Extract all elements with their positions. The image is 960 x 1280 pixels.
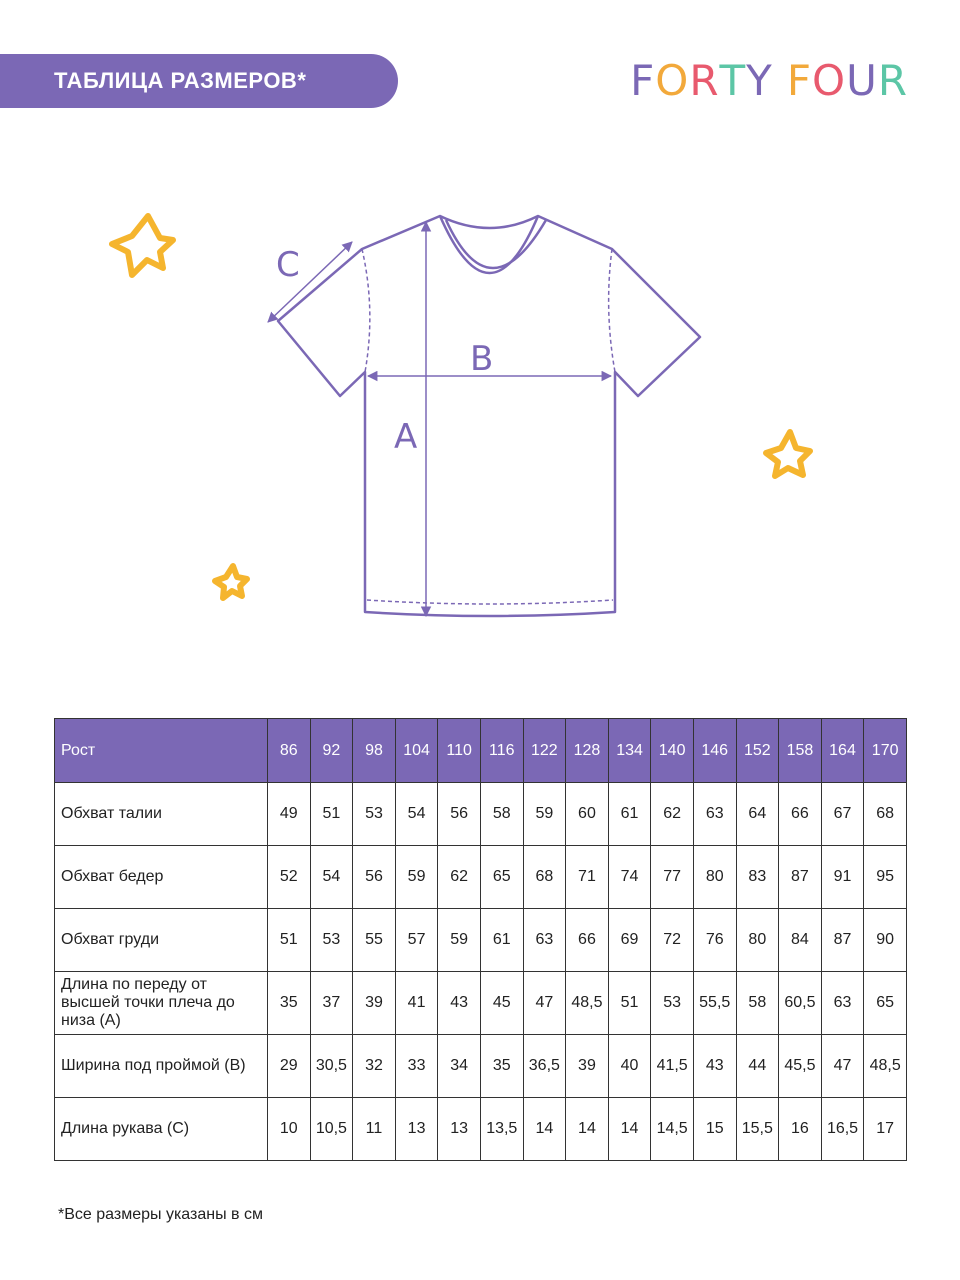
value-cell: 33 bbox=[395, 1035, 438, 1098]
value-cell: 55,5 bbox=[693, 972, 736, 1035]
star-icon bbox=[766, 432, 810, 476]
value-cell: 51 bbox=[268, 909, 311, 972]
brand-logo bbox=[630, 56, 908, 105]
value-cell: 61 bbox=[480, 909, 523, 972]
table-row bbox=[55, 909, 907, 972]
value-cell: 56 bbox=[353, 846, 396, 909]
size-cell: 86 bbox=[268, 719, 311, 783]
size-cell: 152 bbox=[736, 719, 779, 783]
page-title: ТАБЛИЦА РАЗМЕРОВ* bbox=[54, 68, 307, 93]
value-cell: 10,5 bbox=[310, 1098, 353, 1161]
value-cell: 53 bbox=[310, 909, 353, 972]
label-b: B bbox=[470, 339, 494, 379]
size-table bbox=[54, 718, 907, 1161]
value-cell: 59 bbox=[523, 783, 566, 846]
footnote: *Все размеры указаны в см bbox=[58, 1206, 263, 1223]
value-cell: 14 bbox=[566, 1098, 609, 1161]
value-cell: 48,5 bbox=[566, 972, 609, 1035]
value-cell: 13,5 bbox=[480, 1098, 523, 1161]
table-row bbox=[55, 972, 907, 1035]
value-cell: 65 bbox=[864, 972, 907, 1035]
table-header-row bbox=[55, 719, 907, 783]
size-cell: 92 bbox=[310, 719, 353, 783]
value-cell: 59 bbox=[395, 846, 438, 909]
value-cell: 84 bbox=[779, 909, 822, 972]
row-label: Длина рукава (С) bbox=[55, 1098, 268, 1161]
value-cell: 54 bbox=[310, 846, 353, 909]
size-cell: 98 bbox=[353, 719, 396, 783]
table-row bbox=[55, 1098, 907, 1161]
value-cell: 43 bbox=[693, 1035, 736, 1098]
brand-letter: O bbox=[812, 56, 847, 105]
value-cell: 17 bbox=[864, 1098, 907, 1161]
header-banner bbox=[0, 54, 398, 108]
value-cell: 49 bbox=[268, 783, 311, 846]
header-label: Рост bbox=[55, 719, 268, 783]
value-cell: 14 bbox=[608, 1098, 651, 1161]
value-cell: 39 bbox=[566, 1035, 609, 1098]
value-cell: 36,5 bbox=[523, 1035, 566, 1098]
value-cell: 13 bbox=[438, 1098, 481, 1161]
value-cell: 16,5 bbox=[821, 1098, 864, 1161]
value-cell: 80 bbox=[693, 846, 736, 909]
table-row bbox=[55, 783, 907, 846]
brand-letter: R bbox=[877, 56, 908, 105]
value-cell: 52 bbox=[268, 846, 311, 909]
label-c: C bbox=[276, 245, 300, 285]
value-cell: 69 bbox=[608, 909, 651, 972]
brand-letter: F bbox=[786, 56, 812, 105]
size-cell: 128 bbox=[566, 719, 609, 783]
tshirt-outline bbox=[278, 216, 700, 616]
value-cell: 91 bbox=[821, 846, 864, 909]
value-cell: 45,5 bbox=[779, 1035, 822, 1098]
brand-letter: U bbox=[846, 56, 878, 105]
value-cell: 30,5 bbox=[310, 1035, 353, 1098]
size-cell: 146 bbox=[693, 719, 736, 783]
value-cell: 16 bbox=[779, 1098, 822, 1161]
value-cell: 53 bbox=[651, 972, 694, 1035]
table-row bbox=[55, 846, 907, 909]
value-cell: 44 bbox=[736, 1035, 779, 1098]
value-cell: 67 bbox=[821, 783, 864, 846]
value-cell: 87 bbox=[779, 846, 822, 909]
value-cell: 41,5 bbox=[651, 1035, 694, 1098]
value-cell: 53 bbox=[353, 783, 396, 846]
value-cell: 51 bbox=[608, 972, 651, 1035]
size-cell: 110 bbox=[438, 719, 481, 783]
value-cell: 29 bbox=[268, 1035, 311, 1098]
star-icon bbox=[112, 216, 173, 275]
value-cell: 35 bbox=[480, 1035, 523, 1098]
value-cell: 47 bbox=[523, 972, 566, 1035]
value-cell: 43 bbox=[438, 972, 481, 1035]
value-cell: 37 bbox=[310, 972, 353, 1035]
value-cell: 56 bbox=[438, 783, 481, 846]
value-cell: 10 bbox=[268, 1098, 311, 1161]
value-cell: 71 bbox=[566, 846, 609, 909]
value-cell: 60 bbox=[566, 783, 609, 846]
size-cell: 164 bbox=[821, 719, 864, 783]
value-cell: 35 bbox=[268, 972, 311, 1035]
value-cell: 62 bbox=[438, 846, 481, 909]
value-cell: 58 bbox=[480, 783, 523, 846]
size-cell: 104 bbox=[395, 719, 438, 783]
value-cell: 95 bbox=[864, 846, 907, 909]
value-cell: 74 bbox=[608, 846, 651, 909]
value-cell: 63 bbox=[693, 783, 736, 846]
brand-letter: Y bbox=[746, 56, 773, 105]
tshirt-collar-inner bbox=[440, 216, 538, 273]
value-cell: 63 bbox=[523, 909, 566, 972]
tshirt-diagram bbox=[0, 180, 960, 660]
value-cell: 90 bbox=[864, 909, 907, 972]
label-a: A bbox=[394, 417, 418, 457]
value-cell: 34 bbox=[438, 1035, 481, 1098]
value-cell: 64 bbox=[736, 783, 779, 846]
size-cell: 116 bbox=[480, 719, 523, 783]
value-cell: 72 bbox=[651, 909, 694, 972]
value-cell: 13 bbox=[395, 1098, 438, 1161]
size-cell: 158 bbox=[779, 719, 822, 783]
value-cell: 68 bbox=[864, 783, 907, 846]
row-label: Длина по переду от высшей точки плеча до низа (А) bbox=[55, 972, 268, 1035]
size-cell: 122 bbox=[523, 719, 566, 783]
value-cell: 62 bbox=[651, 783, 694, 846]
value-cell: 66 bbox=[566, 909, 609, 972]
value-cell: 11 bbox=[353, 1098, 396, 1161]
value-cell: 45 bbox=[480, 972, 523, 1035]
value-cell: 39 bbox=[353, 972, 396, 1035]
value-cell: 54 bbox=[395, 783, 438, 846]
value-cell: 60,5 bbox=[779, 972, 822, 1035]
value-cell: 58 bbox=[736, 972, 779, 1035]
size-cell: 140 bbox=[651, 719, 694, 783]
value-cell: 32 bbox=[353, 1035, 396, 1098]
value-cell: 15 bbox=[693, 1098, 736, 1161]
row-label: Обхват бедер bbox=[55, 846, 268, 909]
value-cell: 14,5 bbox=[651, 1098, 694, 1161]
brand-letter: T bbox=[719, 56, 747, 105]
row-label: Ширина под проймой (В) bbox=[55, 1035, 268, 1098]
value-cell: 40 bbox=[608, 1035, 651, 1098]
row-label: Обхват груди bbox=[55, 909, 268, 972]
value-cell: 59 bbox=[438, 909, 481, 972]
size-cell: 134 bbox=[608, 719, 651, 783]
value-cell: 65 bbox=[480, 846, 523, 909]
value-cell: 55 bbox=[353, 909, 396, 972]
value-cell: 47 bbox=[821, 1035, 864, 1098]
brand-letter: R bbox=[689, 56, 720, 105]
brand-letter: F bbox=[630, 56, 656, 105]
row-label: Обхват талии bbox=[55, 783, 268, 846]
value-cell: 41 bbox=[395, 972, 438, 1035]
value-cell: 80 bbox=[736, 909, 779, 972]
star-icon bbox=[215, 566, 247, 598]
value-cell: 68 bbox=[523, 846, 566, 909]
size-cell: 170 bbox=[864, 719, 907, 783]
value-cell: 48,5 bbox=[864, 1035, 907, 1098]
value-cell: 87 bbox=[821, 909, 864, 972]
value-cell: 76 bbox=[693, 909, 736, 972]
value-cell: 15,5 bbox=[736, 1098, 779, 1161]
value-cell: 66 bbox=[779, 783, 822, 846]
value-cell: 63 bbox=[821, 972, 864, 1035]
brand-letter: O bbox=[655, 56, 690, 105]
value-cell: 14 bbox=[523, 1098, 566, 1161]
value-cell: 61 bbox=[608, 783, 651, 846]
value-cell: 77 bbox=[651, 846, 694, 909]
value-cell: 57 bbox=[395, 909, 438, 972]
value-cell: 83 bbox=[736, 846, 779, 909]
value-cell: 51 bbox=[310, 783, 353, 846]
table-row bbox=[55, 1035, 907, 1098]
